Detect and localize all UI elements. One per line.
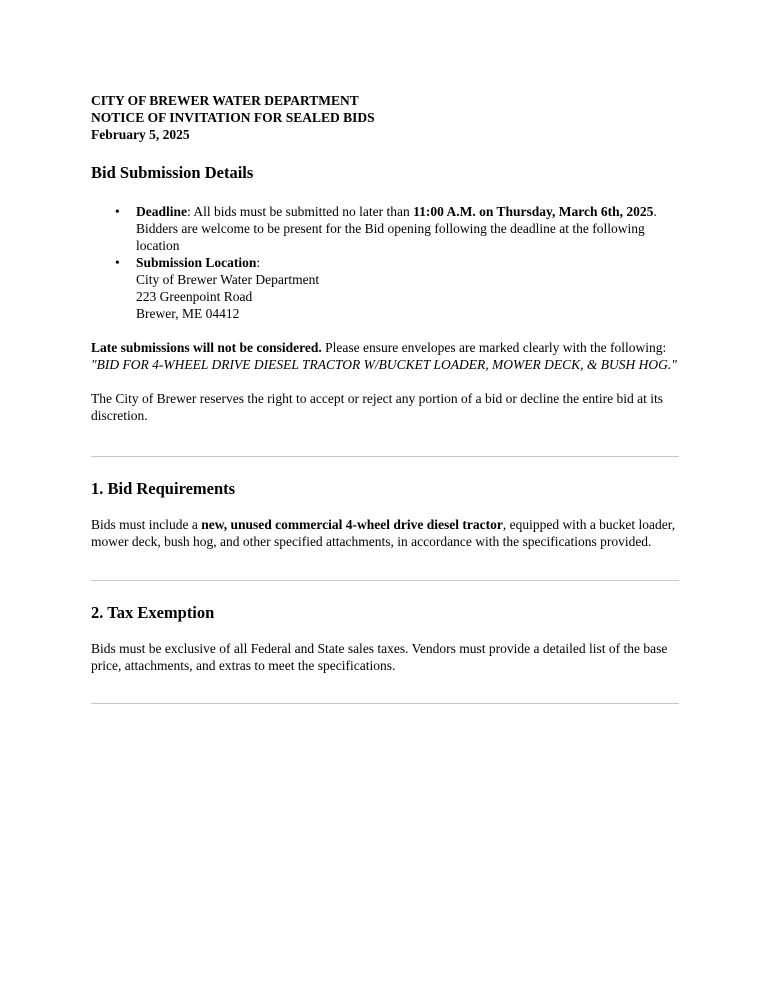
requirements-paragraph (91, 516, 681, 550)
deadline-note: . Bidders are welcome to be present for the Bid opening following the deadline at the following location (136, 204, 657, 253)
list-item-location (115, 254, 681, 322)
document-page (91, 92, 681, 704)
requirements-equipment: new, unused commercial 4-wheel drive diesel tractor (201, 517, 503, 532)
location-line-3: Brewer, ME 04412 (136, 306, 240, 321)
location-line-2: 223 Greenpoint Road (136, 289, 253, 304)
list-item-deadline (115, 203, 681, 254)
section-title-tax-exemption: 2. Tax Exemption (91, 603, 215, 622)
divider (91, 580, 679, 581)
requirements-text-2: , equipped with a bucket loader, mower deck, bush hog, and other specified attachments, in accordance with the specifications provided. (91, 517, 676, 549)
reservation-paragraph: The City of Brewer reserves the right to accept or reject any portion of a bid or decline the entire bid at its discretion. (91, 391, 664, 423)
deadline-datetime: 11:00 A.M. on Thursday, March 6th, 2025 (413, 204, 654, 219)
tax-paragraph: Bids must be exclusive of all Federal and State sales taxes. Vendors must provide a detailed list of the base price, attachments, and extras to meet the specifications. (91, 641, 668, 673)
section-title-bid-requirements: 1. Bid Requirements (91, 479, 236, 498)
bullet-icon: • (115, 204, 120, 219)
late-submission-paragraph (91, 339, 681, 373)
requirements-text-1: Bids must include a (91, 517, 202, 532)
location-line-1: City of Brewer Water Department (136, 272, 320, 287)
late-submission-text: Please ensure envelopes are marked clearly with the following: (321, 340, 667, 355)
location-colon: : (256, 255, 261, 270)
late-submission-warning: Late submissions will not be considered. (91, 340, 322, 355)
bullet-icon: • (115, 255, 120, 270)
header-department: CITY OF BREWER WATER DEPARTMENT (91, 93, 359, 108)
section-title-bid-submission: Bid Submission Details (91, 163, 254, 182)
divider (91, 456, 679, 457)
divider (91, 703, 679, 704)
submission-details-list (91, 203, 681, 322)
location-label: Submission Location (136, 255, 257, 270)
header-notice-title: NOTICE OF INVITATION FOR SEALED BIDS (91, 110, 375, 125)
deadline-text: : All bids must be submitted no later than (187, 204, 414, 219)
envelope-marking: "BID FOR 4-WHEEL DRIVE DIESEL TRACTOR W/BUCKET LOADER, MOWER DECK, & BUSH HOG." (91, 357, 677, 372)
header-date: February 5, 2025 (91, 127, 190, 142)
deadline-label: Deadline (136, 204, 188, 219)
